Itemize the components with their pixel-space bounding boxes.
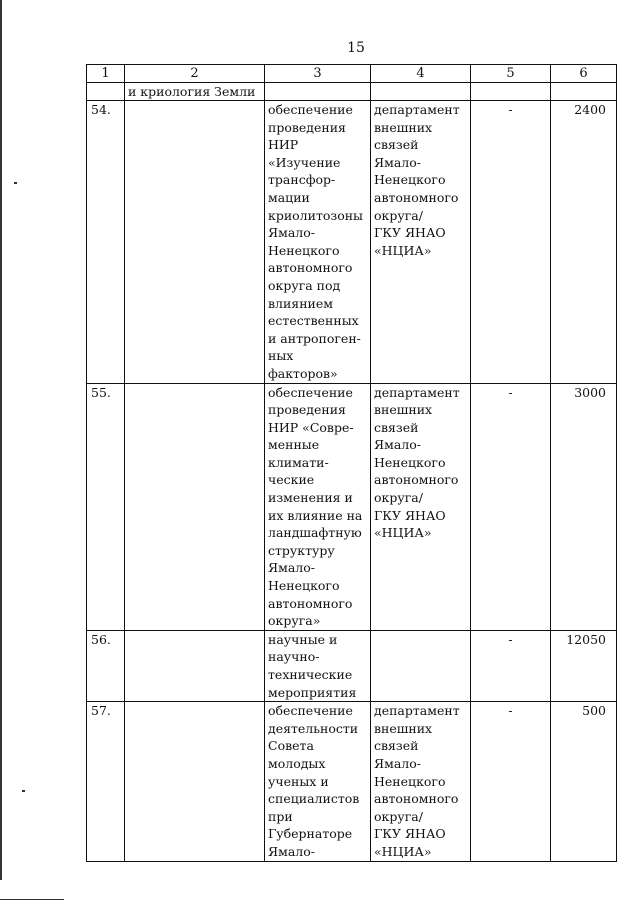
row-col-2 xyxy=(125,101,265,384)
cell-line: ных xyxy=(268,348,294,364)
row-number: 55. xyxy=(87,383,125,630)
cell-line: ческие xyxy=(268,472,315,488)
row-col-5: - xyxy=(471,383,551,630)
cell-line: проведения xyxy=(268,119,346,135)
row-amount: 500 xyxy=(551,702,617,861)
header-col-6: 6 xyxy=(551,65,617,83)
cell-line: обеспечение xyxy=(268,102,353,117)
cell-line: структуру xyxy=(268,542,335,558)
budget-table xyxy=(86,64,617,862)
row-number: 56. xyxy=(87,630,125,701)
page-number: 15 xyxy=(347,40,365,56)
cell-line: округа» xyxy=(268,613,321,629)
row-amount: 2400 xyxy=(551,101,617,384)
cont-col-2: и криология Земли xyxy=(125,83,265,101)
cell-line: климати- xyxy=(268,454,329,470)
cell-line: округа под xyxy=(268,277,341,293)
cell-line: Ненецкого xyxy=(268,242,340,258)
cell-line: Ненецкого xyxy=(374,773,446,789)
cell-line: криолитозоны xyxy=(268,207,364,223)
cell-line: факторов» xyxy=(268,365,338,381)
row-executor xyxy=(371,383,471,630)
cell-line: автономного xyxy=(374,472,459,488)
cell-line: Ненецкого xyxy=(268,578,340,594)
scan-mark xyxy=(14,182,17,184)
cell-line: обеспечение xyxy=(268,703,353,719)
cell-line: связей xyxy=(374,738,419,754)
row-executor xyxy=(371,101,471,384)
table-row xyxy=(87,383,617,630)
cell-line: Ямало- xyxy=(374,437,421,453)
cell-line: автономного xyxy=(374,791,459,807)
cont-col-6 xyxy=(551,83,617,101)
row-col-5: - xyxy=(471,630,551,701)
cont-col-3 xyxy=(265,83,371,101)
row-description xyxy=(265,101,371,384)
table-row xyxy=(87,630,617,701)
cell-line: автономного xyxy=(268,260,353,276)
cell-line: молодых xyxy=(268,755,326,771)
cell-line: автономного xyxy=(268,595,353,611)
row-amount: 12050 xyxy=(551,630,617,701)
cell-line: их влияние на xyxy=(268,507,363,523)
cont-col-5 xyxy=(471,83,551,101)
cell-line: «НЦИА» xyxy=(374,242,432,258)
row-col-5: - xyxy=(471,101,551,384)
header-col-5: 5 xyxy=(471,65,551,83)
table-row xyxy=(87,702,617,861)
cell-line: НИР «Совре- xyxy=(268,419,354,435)
scan-mark xyxy=(0,0,2,880)
row-amount: 3000 xyxy=(551,383,617,630)
cell-line: внешних xyxy=(374,402,433,418)
row-col-2 xyxy=(125,702,265,861)
row-col-2 xyxy=(125,383,265,630)
cell-line: мации xyxy=(268,189,310,205)
cell-line: трансфор- xyxy=(268,172,336,188)
cell-line: связей xyxy=(374,419,419,435)
cell-line: департамент xyxy=(374,384,460,400)
scan-mark xyxy=(0,899,64,900)
cell-line: НИР xyxy=(268,137,299,153)
row-number: 57. xyxy=(87,702,125,861)
cell-line: Совета xyxy=(268,738,314,754)
cell-line: влиянием xyxy=(268,295,333,311)
cell-line: автономного xyxy=(374,189,459,205)
cell-line: технические xyxy=(268,667,353,682)
cell-line: специалистов xyxy=(268,791,360,807)
cell-line: департамент xyxy=(374,703,460,719)
cell-line: научно- xyxy=(268,649,320,665)
cell-line: ландшафтную xyxy=(268,525,362,541)
cell-line: мероприятия xyxy=(268,684,357,700)
cell-line: научные и xyxy=(268,631,338,647)
cell-line: департамент xyxy=(374,102,460,117)
table-row xyxy=(87,101,617,384)
cell-line: связей xyxy=(374,137,419,153)
cell-line: ГКУ ЯНАО xyxy=(374,225,446,241)
cont-col-4 xyxy=(371,83,471,101)
cell-line: внешних xyxy=(374,720,433,736)
row-description xyxy=(265,702,371,861)
cell-line: округа/ xyxy=(374,207,423,223)
cell-line: внешних xyxy=(374,119,433,135)
cell-line: Ямало- xyxy=(268,225,315,241)
cell-line: деятельности xyxy=(268,720,359,736)
row-number: 54. xyxy=(87,101,125,384)
cell-line: обеспечение xyxy=(268,384,353,400)
cont-col-1 xyxy=(87,83,125,101)
cell-line: Губернаторе xyxy=(268,826,353,842)
cell-line: «НЦИА» xyxy=(374,525,432,541)
row-executor xyxy=(371,702,471,861)
header-col-3: 3 xyxy=(265,65,371,83)
cell-line: естественных xyxy=(268,313,359,329)
cell-line: изменения и xyxy=(268,490,353,506)
cell-line: при xyxy=(268,808,293,824)
cell-line: ГКУ ЯНАО xyxy=(374,507,446,523)
cell-line: Ямало- xyxy=(374,755,421,771)
cell-line: Ненецкого xyxy=(374,172,446,188)
cell-line: округа/ xyxy=(374,490,423,506)
cell-line: и антропоген- xyxy=(268,330,361,346)
cell-line: «Изучение xyxy=(268,154,341,170)
scan-mark xyxy=(22,790,25,792)
cell-line: Ямало- xyxy=(374,154,421,170)
cell-line: проведения xyxy=(268,402,346,418)
cell-line: ученых и xyxy=(268,773,329,789)
row-executor xyxy=(371,630,471,701)
row-description xyxy=(265,630,371,701)
header-row xyxy=(87,65,617,83)
cell-line: менные xyxy=(268,437,320,453)
header-col-4: 4 xyxy=(371,65,471,83)
cell-line: Ненецкого xyxy=(374,454,446,470)
continuation-row xyxy=(87,83,617,101)
row-col-5: - xyxy=(471,702,551,861)
row-description xyxy=(265,383,371,630)
cell-line: Ямало- xyxy=(268,843,315,859)
cell-line: Ямало- xyxy=(268,560,315,576)
cell-line: округа/ xyxy=(374,808,423,824)
cell-line: ГКУ ЯНАО xyxy=(374,826,446,842)
header-col-2: 2 xyxy=(125,65,265,83)
header-col-1: 1 xyxy=(87,65,125,83)
cell-line: «НЦИА» xyxy=(374,843,432,859)
row-col-2 xyxy=(125,630,265,701)
